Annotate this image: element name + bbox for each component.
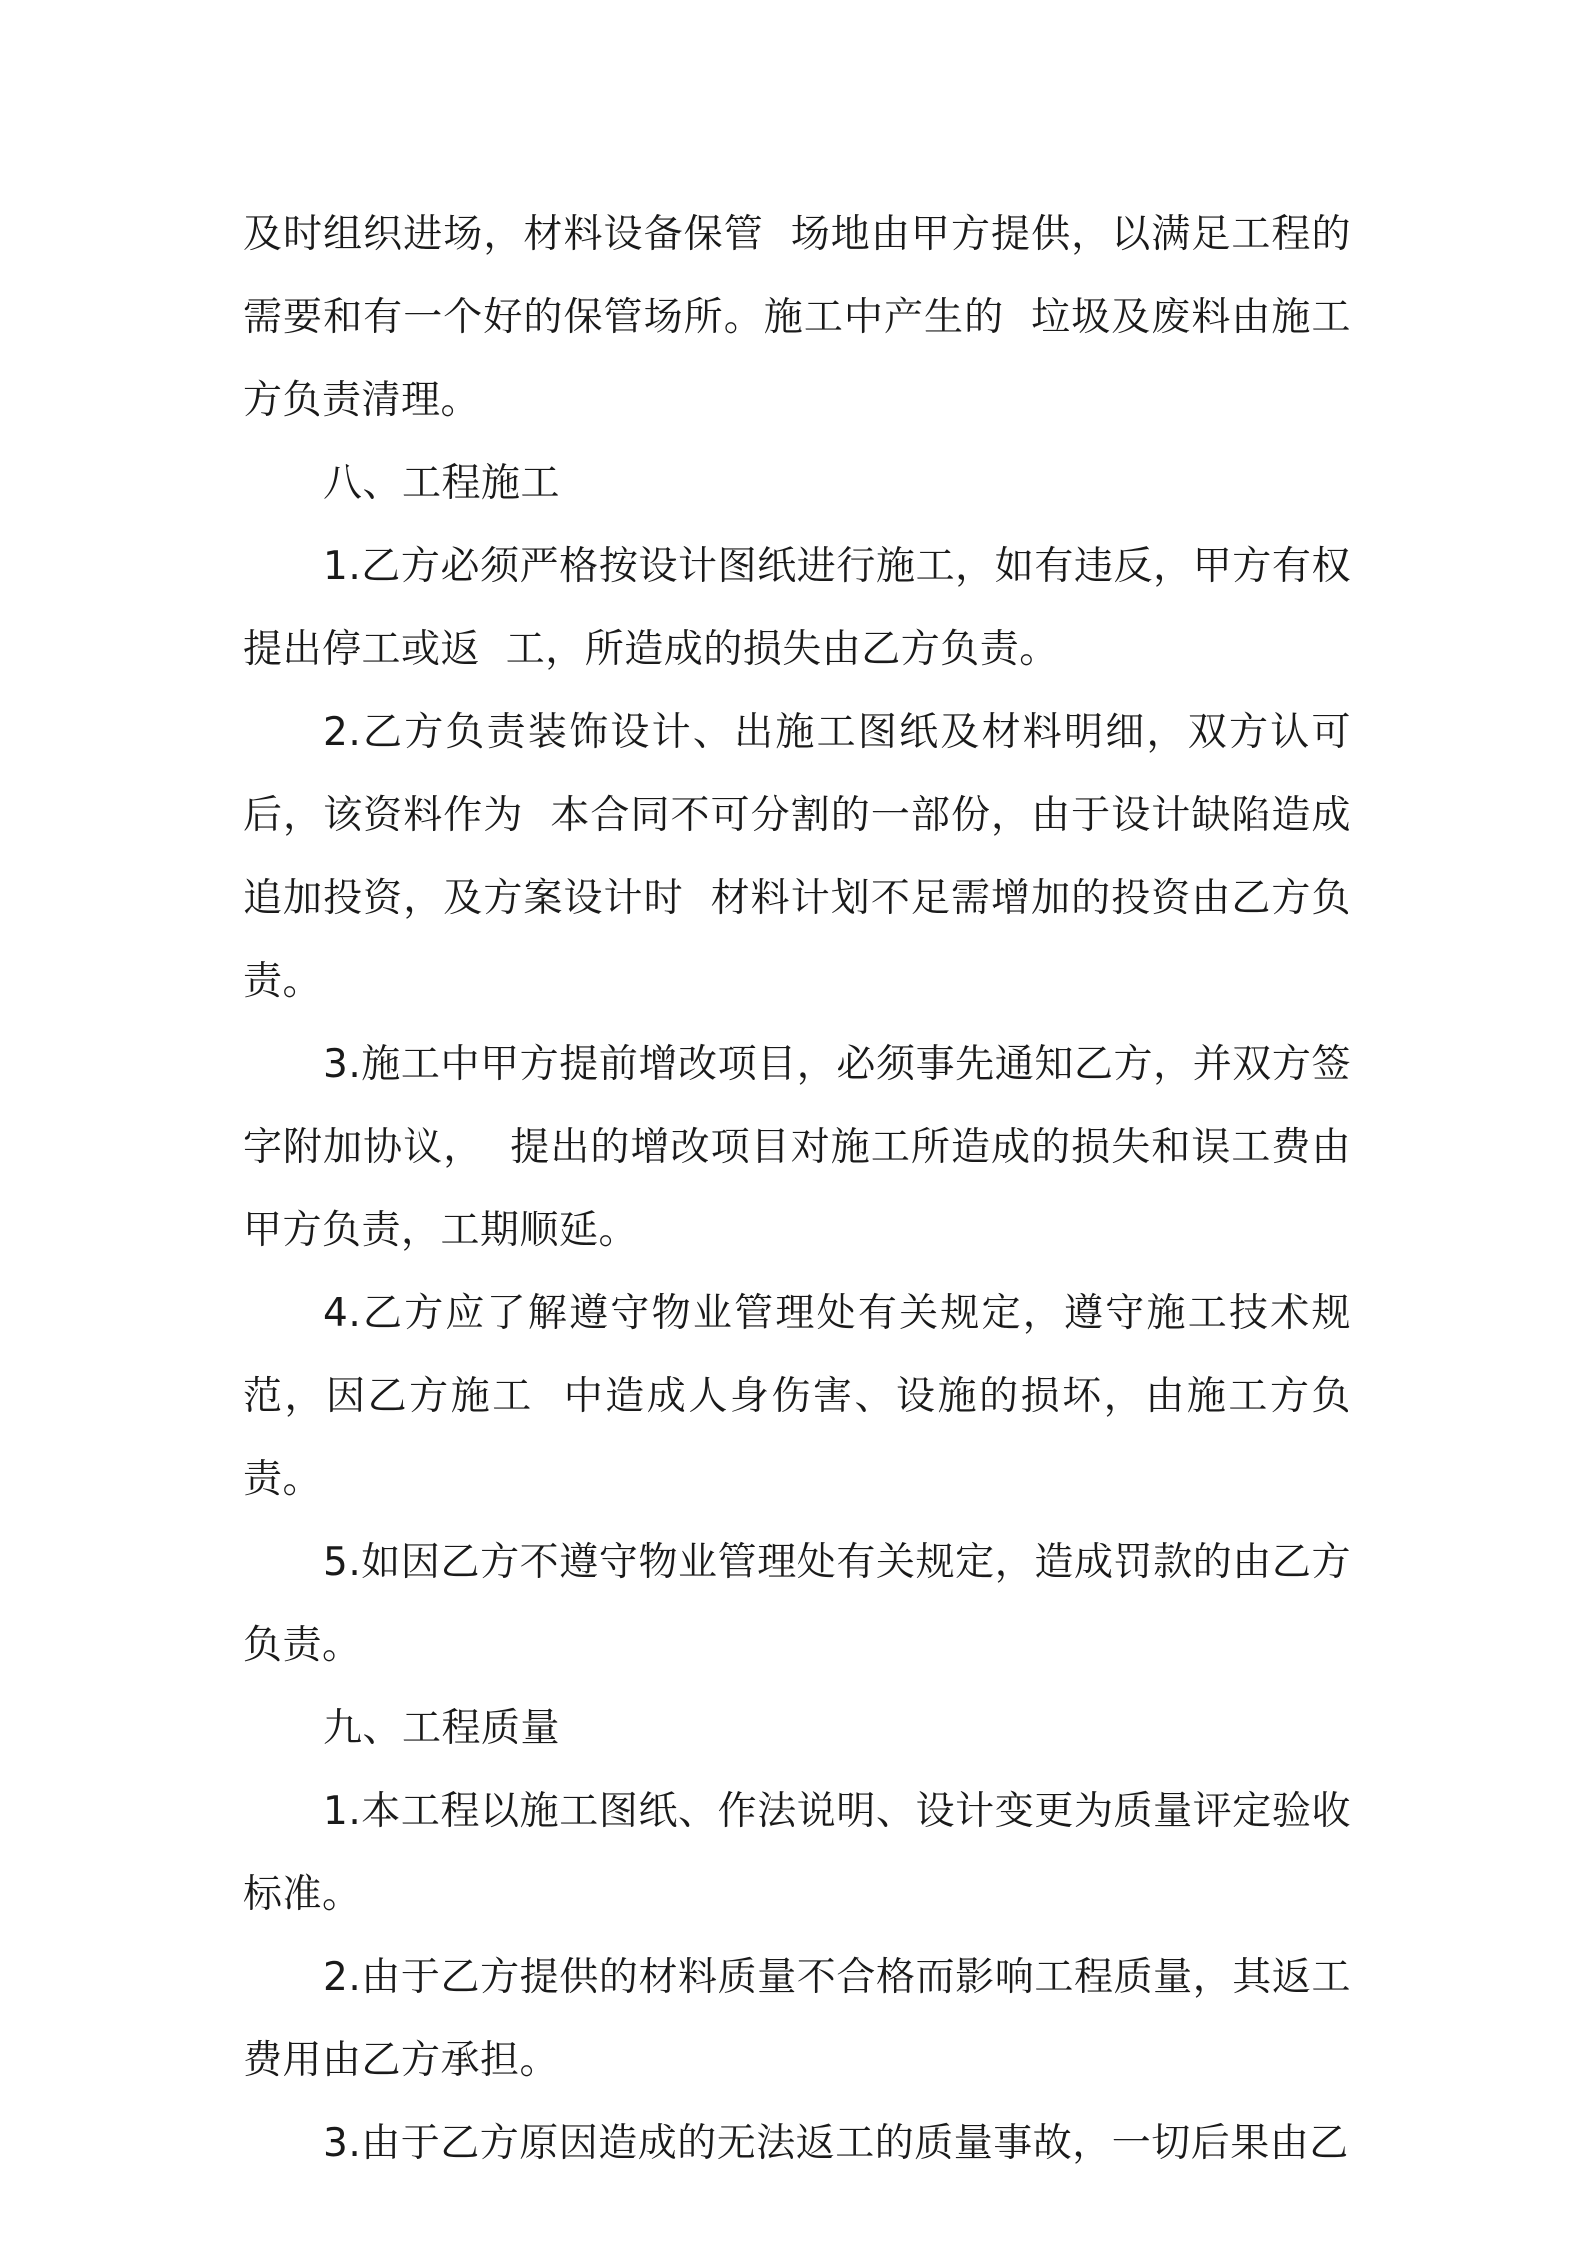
section-heading-quality: 九、工程质量 [323,1706,561,1751]
clause-8-5: 5.如因乙方不遵守物业管理处有关规定，造成罚款的由乙方负责。 [243,1540,1351,1668]
clause-8-4: 4.乙方应了解遵守物业管理处有关规定，遵守施工技术规范，因乙方施工 中造成人身伤害、设施的损坏，由施工方负责。 [243,1291,1351,1502]
clause-9-1: 1.本工程以施工图纸、作法说明、设计变更为质量评定验收标准。 [243,1789,1351,1917]
clause-8-2: 2.乙方负责装饰设计、出施工图纸及材料明细，双方认可后，该资料作为 本合同不可分割的一部份，由于设计缺陷造成追加投资，及方案设计时 材料计划不足需增加的投资由乙方负责。 [243,710,1351,1004]
clause-9-2: 2.由于乙方提供的材料质量不合格而影响工程质量，其返工费用由乙方承担。 [243,1955,1351,2083]
document-body [243,193,1351,2185]
clause-8-3: 3.施工中甲方提前增改项目，必须事先通知乙方，并双方签字附加协议， 提出的增改项目对施工所造成的损失和误工费由甲方负责，工期顺延。 [243,1042,1351,1253]
paragraph-continuation: 及时组织进场，材料设备保管 场地由甲方提供，以满足工程的需要和有一个好的保管场所。施工中产生的 垃圾及废料由施工方负责清理。 [243,212,1351,423]
clause-8-1: 1.乙方必须严格按设计图纸进行施工，如有违反，甲方有权提出停工或返 工，所造成的损失由乙方负责。 [243,544,1351,672]
section-heading-construction: 八、工程施工 [323,461,561,506]
clause-9-3: 3.由于乙方原因造成的无法返工的质量事故，一切后果由乙 [323,2121,1349,2166]
